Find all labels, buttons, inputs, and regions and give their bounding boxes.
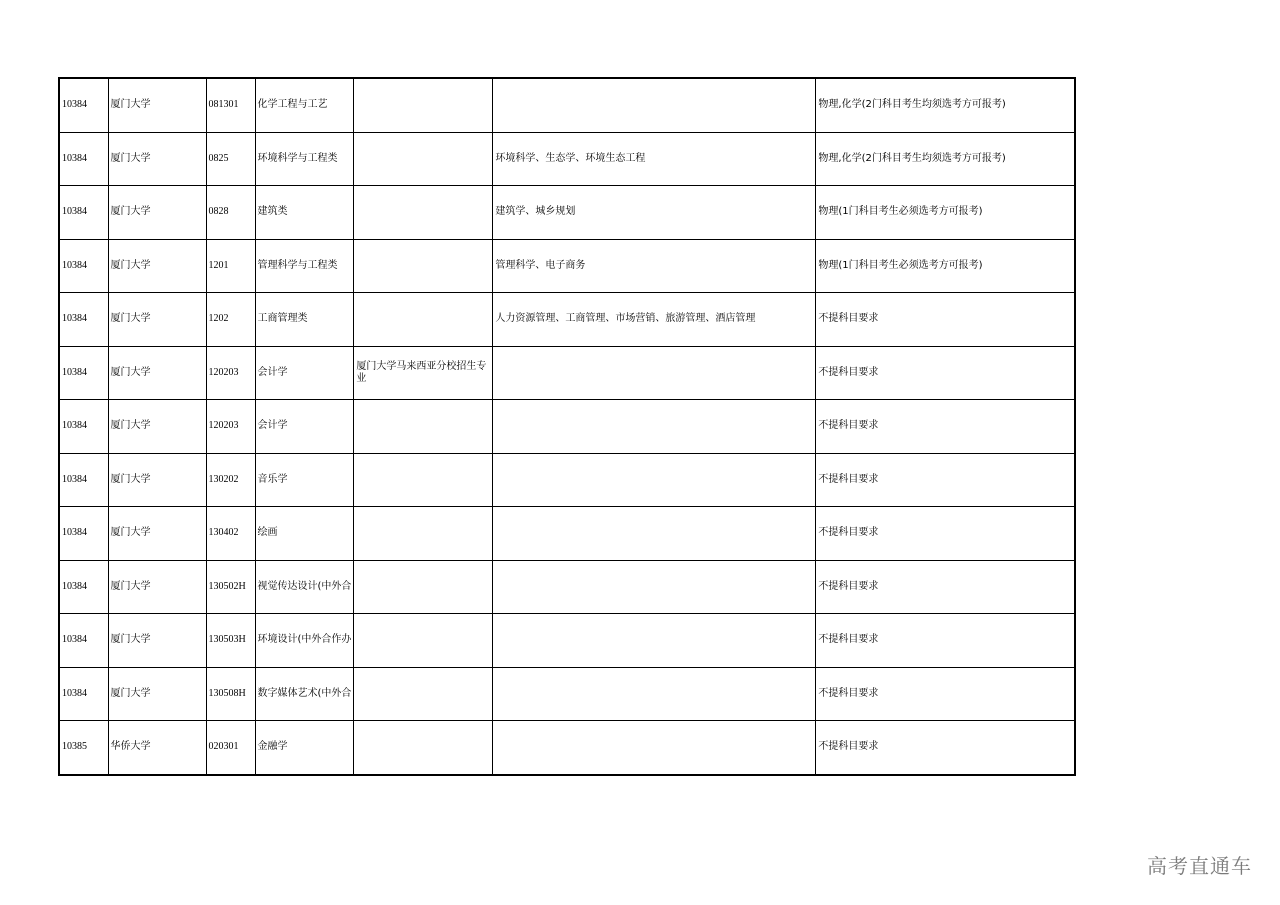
- cell-school-code: 10385: [59, 721, 108, 775]
- cell-majors-included: [493, 78, 816, 132]
- cell-university: 厦门大学: [108, 507, 206, 561]
- table-row: [59, 132, 1075, 186]
- cell-school-code: 10384: [59, 667, 108, 721]
- table-row: [59, 667, 1075, 721]
- cell-school-code: 10384: [59, 132, 108, 186]
- cell-note: 厦门大学马来西亚分校招生专业: [354, 346, 493, 400]
- cell-university: 厦门大学: [108, 667, 206, 721]
- table-row: [59, 346, 1075, 400]
- cell-subject-requirement: 不提科目要求: [816, 400, 1075, 454]
- cell-subject-requirement: 不提科目要求: [816, 667, 1075, 721]
- cell-school-code: 10384: [59, 293, 108, 347]
- cell-major-name: 环境科学与工程类: [255, 132, 354, 186]
- cell-subject-requirement: 物理,化学(2门科目考生均须选考方可报考): [816, 132, 1075, 186]
- cell-university: 厦门大学: [108, 453, 206, 507]
- cell-majors-included: [493, 346, 816, 400]
- cell-major-code: 0828: [206, 186, 255, 240]
- cell-university: 厦门大学: [108, 293, 206, 347]
- cell-note: [354, 293, 493, 347]
- cell-major-name: 建筑类: [255, 186, 354, 240]
- cell-university: 厦门大学: [108, 239, 206, 293]
- cell-subject-requirement: 不提科目要求: [816, 721, 1075, 775]
- cell-major-name: 管理科学与工程类: [255, 239, 354, 293]
- cell-majors-included: [493, 560, 816, 614]
- cell-school-code: 10384: [59, 507, 108, 561]
- cell-university: 厦门大学: [108, 132, 206, 186]
- cell-note: [354, 239, 493, 293]
- cell-note: [354, 132, 493, 186]
- table-row: [59, 560, 1075, 614]
- cell-school-code: 10384: [59, 614, 108, 668]
- table-row: [59, 186, 1075, 240]
- cell-major-code: 1202: [206, 293, 255, 347]
- cell-subject-requirement: 不提科目要求: [816, 293, 1075, 347]
- cell-major-name: 化学工程与工艺: [255, 78, 354, 132]
- table-row: [59, 400, 1075, 454]
- cell-school-code: 10384: [59, 78, 108, 132]
- cell-school-code: 10384: [59, 453, 108, 507]
- cell-university: 厦门大学: [108, 614, 206, 668]
- cell-major-name: 环境设计(中外合作办: [255, 614, 354, 668]
- cell-note: [354, 614, 493, 668]
- cell-major-name: 绘画: [255, 507, 354, 561]
- cell-note: [354, 186, 493, 240]
- table-row: [59, 293, 1075, 347]
- watermark-text: 高考直通车: [1147, 854, 1252, 878]
- cell-major-code: 130503H: [206, 614, 255, 668]
- cell-university: 厦门大学: [108, 400, 206, 454]
- cell-subject-requirement: 不提科目要求: [816, 453, 1075, 507]
- cell-school-code: 10384: [59, 560, 108, 614]
- table-row: [59, 507, 1075, 561]
- cell-major-code: 130202: [206, 453, 255, 507]
- cell-school-code: 10384: [59, 186, 108, 240]
- cell-major-name: 会计学: [255, 346, 354, 400]
- cell-major-code: 130402: [206, 507, 255, 561]
- cell-note: [354, 78, 493, 132]
- cell-major-name: 视觉传达设计(中外合: [255, 560, 354, 614]
- cell-majors-included: [493, 667, 816, 721]
- cell-university: 厦门大学: [108, 346, 206, 400]
- cell-major-name: 金融学: [255, 721, 354, 775]
- cell-major-code: 120203: [206, 400, 255, 454]
- cell-majors-included: [493, 400, 816, 454]
- cell-school-code: 10384: [59, 400, 108, 454]
- cell-subject-requirement: 物理(1门科目考生必须选考方可报考): [816, 239, 1075, 293]
- cell-note: [354, 400, 493, 454]
- cell-major-code: 130502H: [206, 560, 255, 614]
- cell-school-code: 10384: [59, 239, 108, 293]
- cell-majors-included: 管理科学、电子商务: [493, 239, 816, 293]
- table-row: [59, 453, 1075, 507]
- cell-majors-included: 人力资源管理、工商管理、市场营销、旅游管理、酒店管理: [493, 293, 816, 347]
- table-row: [59, 78, 1075, 132]
- cell-majors-included: 建筑学、城乡规划: [493, 186, 816, 240]
- cell-majors-included: [493, 614, 816, 668]
- cell-school-code: 10384: [59, 346, 108, 400]
- cell-majors-included: [493, 507, 816, 561]
- cell-subject-requirement: 物理,化学(2门科目考生均须选考方可报考): [816, 78, 1075, 132]
- cell-majors-included: [493, 721, 816, 775]
- cell-major-code: 081301: [206, 78, 255, 132]
- cell-major-code: 130508H: [206, 667, 255, 721]
- cell-university: 华侨大学: [108, 721, 206, 775]
- cell-note: [354, 560, 493, 614]
- table-row: [59, 721, 1075, 775]
- cell-subject-requirement: 不提科目要求: [816, 614, 1075, 668]
- subject-requirements-table: [58, 77, 1076, 776]
- cell-university: 厦门大学: [108, 78, 206, 132]
- cell-note: [354, 507, 493, 561]
- cell-majors-included: [493, 453, 816, 507]
- cell-major-name: 数字媒体艺术(中外合: [255, 667, 354, 721]
- cell-university: 厦门大学: [108, 560, 206, 614]
- cell-major-name: 工商管理类: [255, 293, 354, 347]
- table-row: [59, 614, 1075, 668]
- cell-major-code: 0825: [206, 132, 255, 186]
- cell-major-code: 1201: [206, 239, 255, 293]
- cell-subject-requirement: 不提科目要求: [816, 346, 1075, 400]
- cell-major-name: 会计学: [255, 400, 354, 454]
- cell-subject-requirement: 不提科目要求: [816, 560, 1075, 614]
- cell-subject-requirement: 不提科目要求: [816, 507, 1075, 561]
- cell-major-code: 120203: [206, 346, 255, 400]
- cell-note: [354, 453, 493, 507]
- cell-majors-included: 环境科学、生态学、环境生态工程: [493, 132, 816, 186]
- table-row: [59, 239, 1075, 293]
- cell-major-code: 020301: [206, 721, 255, 775]
- cell-note: [354, 721, 493, 775]
- cell-note: [354, 667, 493, 721]
- cell-major-name: 音乐学: [255, 453, 354, 507]
- cell-subject-requirement: 物理(1门科目考生必须选考方可报考): [816, 186, 1075, 240]
- table-body: [59, 78, 1075, 775]
- cell-university: 厦门大学: [108, 186, 206, 240]
